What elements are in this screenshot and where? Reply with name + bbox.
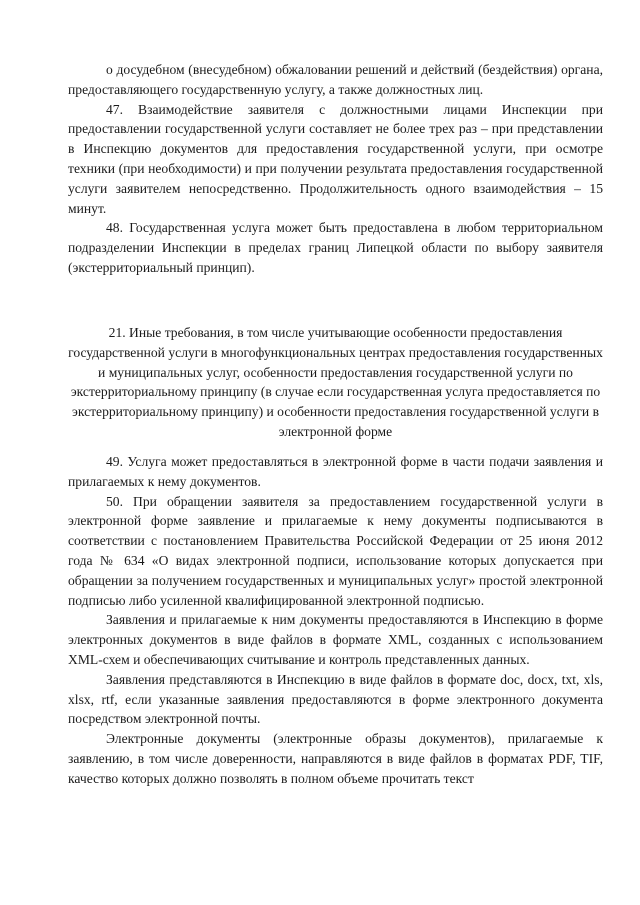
section-heading: 21. Иные требования, в том числе учитывающие особенности предоставления государственной услуги в многофункциональных центрах предоставления государственных и муниципальных услуг, особенности предоставления государственной услуги по экстерриториальному принципу (в случае если государственная услуга предоставляется по экстерриториальному принципу) и особенности предоставления государственной услуги в электронной форме (68, 325, 603, 439)
paragraph-xml-format: Заявления и прилагаемые к ним документы предоставляются в Инспекцию в форме электронных документов в виде файлов в формате XML, созданных с использованием XML-схем и обеспечивающих считывание и контроль представленных данных. (68, 612, 603, 667)
paragraph-49: 49. Услуга может предоставляться в электронной форме в части подачи заявления и прилагаемых к нему документов. (68, 454, 603, 489)
paragraph-email-format: Заявления представляются в Инспекцию в виде файлов в формате doc, docx, txt, xls, xlsx, rtf, если указанные заявления предоставляются в форме электронного документа посредством электронной почты. (68, 671, 603, 727)
section-heading-block (68, 323, 603, 442)
paragraph-continuation: о досудебном (внесудебном) обжаловании решений и действий (бездействия) органа, предоставляющего государственную услугу, а также должностных лиц. (68, 62, 603, 97)
paragraph-48: 48. Государственная услуга может быть предоставлена в любом территориальном подразделении Инспекции в пределах границ Липецкой области по выбору заявителя (экстерриториальный принцип). (68, 220, 603, 275)
bottom-text-block (68, 452, 603, 789)
top-text-block (68, 60, 603, 278)
paragraph-attachments: Электронные документы (электронные образы документов), прилагаемые к заявлению, в том числе доверенности, направляются в виде файлов в форматах PDF, TIF, качество которых должно позволять в полном объеме прочитать текст (68, 731, 603, 786)
paragraph-47: 47. Взаимодействие заявителя с должностными лицами Инспекции при предоставлении государственной услуги составляет не более трех раз – при представлении в Инспекцию документов для предоставления государственной услуги, при осмотре техники (при необходимости) и при получении результата предоставления государственной услуги заявителем непосредственно. Продолжительность одного взаимодействия – 15 минут. (68, 101, 603, 216)
paragraph-50: 50. При обращении заявителя за предоставлением государственной услуги в электронной форме заявление и прилагаемые к нему документы подписываются в соответствии с постановлением Правительства Российской Федерации от 25 июня 2012 года № 634 «О видах электронной подписи, использование которых допускается при обращении за получением государственных и муниципальных услуг» простой электронной подписью либо усиленной квалифицированной электронной подписью. (68, 493, 603, 608)
